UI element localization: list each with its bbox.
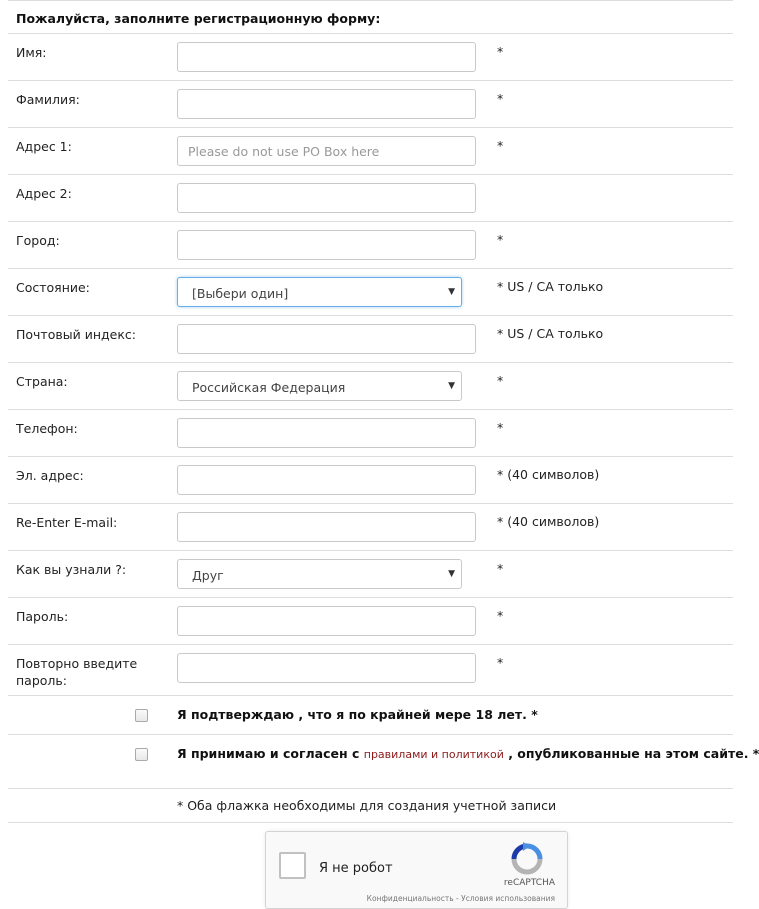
email-input[interactable] [177,465,476,495]
recaptcha-links[interactable]: Конфиденциальность - Условия использования [366,894,555,903]
zip-label: Почтовый индекс: [16,327,136,342]
first-name-label: Имя: [16,45,47,60]
address-1-input[interactable] [177,136,476,166]
recaptcha-label: Я не робот [319,861,393,876]
phone-required: * [497,420,504,435]
password-confirm-label: Повторно введите пароль: [16,656,138,688]
address-2-input[interactable] [177,183,476,213]
state-label: Состояние: [16,280,90,295]
referral-select[interactable] [177,559,462,589]
row-referral [8,551,733,598]
last-name-required: * [497,91,504,106]
accept-terms-checkbox[interactable] [135,748,148,761]
password-confirm-input[interactable] [177,653,476,683]
row-password-confirm [8,645,733,696]
city-required: * [497,232,504,247]
email-confirm-input[interactable] [177,512,476,542]
first-name-required: * [497,44,504,59]
last-name-input[interactable] [177,89,476,119]
confirm-age-text: Я подтверждаю , что я по крайней мере 18 лет. * [177,707,538,722]
row-city [8,222,733,269]
password-input[interactable] [177,606,476,636]
phone-input[interactable] [177,418,476,448]
form-header [8,0,733,34]
address-1-required: * [497,138,504,153]
password-required: * [497,608,504,623]
accept-terms-text-after: , опубликованные на этом сайте. * [503,746,759,761]
recaptcha-brand: reCAPTCHA [503,878,555,888]
row-email-confirm [8,504,733,551]
country-required: * [497,373,504,388]
city-label: Город: [16,233,60,248]
row-state [8,269,733,316]
password-confirm-required: * [497,655,504,670]
address-1-label: Адрес 1: [16,139,72,154]
referral-select-value: Друг [192,568,224,583]
confirm-age-checkbox[interactable] [135,709,148,722]
phone-label: Телефон: [16,421,78,436]
referral-label: Как вы узнали ?: [16,562,127,577]
recaptcha-widget [265,831,568,909]
row-accept-terms [8,735,759,789]
address-2-label: Адрес 2: [16,186,72,201]
email-note: * (40 символов) [497,467,600,482]
row-phone [8,410,733,457]
recaptcha-logo-icon [510,842,544,876]
email-label: Эл. адрес: [16,468,84,483]
chevron-down-icon: ▼ [448,569,455,579]
row-first-name [8,34,733,81]
city-input[interactable] [177,230,476,260]
footnote-text: * Оба флажка необходимы для создания учетной записи [177,798,557,813]
zip-note: * US / CA только [497,326,604,341]
terms-link[interactable]: правилами и политикой [363,748,504,761]
first-name-input[interactable] [177,42,476,72]
email-confirm-label: Re-Enter E-mail: [16,515,118,530]
country-label: Страна: [16,374,68,389]
state-select-value: [Выбери один] [192,286,289,301]
password-label: Пароль: [16,609,69,624]
country-select-value: Российская Федерация [192,380,346,395]
last-name-label: Фамилия: [16,92,80,107]
row-address-1 [8,128,733,175]
state-select[interactable] [177,277,462,307]
row-zip [8,316,733,363]
referral-required: * [497,561,504,576]
zip-input[interactable] [177,324,476,354]
email-confirm-note: * (40 символов) [497,514,600,529]
row-password [8,598,733,645]
row-address-2 [8,175,733,222]
row-email [8,457,733,504]
chevron-down-icon: ▼ [448,381,455,391]
accept-terms-text-before: Я принимаю и согласен с [177,746,364,761]
country-select[interactable] [177,371,462,401]
accept-terms-text [177,746,759,761]
state-note: * US / CA только [497,279,604,294]
row-footnote [8,789,733,823]
form-title: Пожалуйста, заполните регистрационную форму: [16,11,381,26]
row-country [8,363,733,410]
chevron-down-icon: ▼ [448,287,455,297]
row-confirm-age [8,696,733,735]
recaptcha-checkbox[interactable] [279,852,306,879]
row-last-name [8,81,733,128]
